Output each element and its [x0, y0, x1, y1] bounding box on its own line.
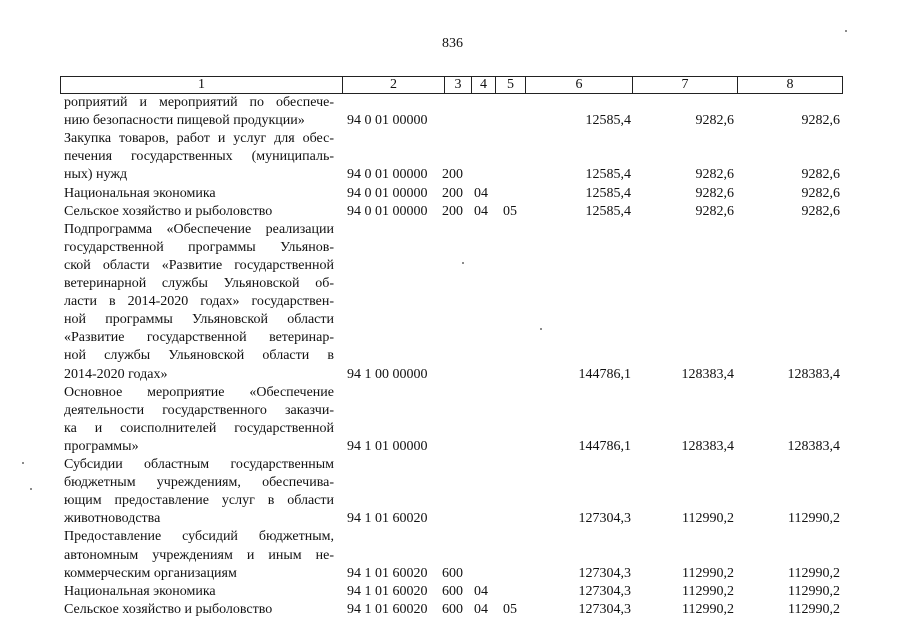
row-value-col7: 112990,2 — [682, 583, 734, 599]
scan-speck — [30, 488, 32, 490]
row-value-col7: 9282,6 — [695, 185, 734, 201]
row-description-line: 2014-2020 годах» — [64, 366, 168, 382]
column-header-5: 5 — [496, 77, 526, 93]
row-description-line: Предоставление субсидий бюджетным, — [64, 529, 334, 545]
row-description-line: ка и соисполнителей государственной — [64, 420, 334, 436]
row-value-col8: 128383,4 — [787, 366, 840, 382]
row-code: 94 1 01 60020 — [347, 601, 428, 617]
row-code: 94 1 01 60020 — [347, 511, 428, 527]
column-header-7: 7 — [633, 77, 738, 93]
row-value-col7: 112990,2 — [682, 565, 734, 581]
row-value-col7: 112990,2 — [682, 601, 734, 617]
row-rz: 04 — [474, 601, 488, 617]
row-value-col8: 112990,2 — [788, 511, 840, 527]
row-description-line: Сельское хозяйство и рыболовство — [64, 601, 273, 617]
row-rz: 04 — [474, 185, 488, 201]
column-header-3: 3 — [445, 77, 472, 93]
row-description-line: ветеринарной службы Ульяновской об- — [64, 276, 334, 291]
scan-speck — [22, 462, 24, 464]
scan-speck — [540, 328, 542, 330]
row-value-col6: 127304,3 — [578, 583, 631, 599]
row-code: 94 0 01 00000 — [347, 185, 428, 201]
row-value-col6: 12585,4 — [585, 113, 631, 129]
row-description-line: ской области «Развитие государственной — [64, 257, 334, 273]
row-description-line: ющим предоставление услуг в области — [64, 493, 334, 509]
column-header-2: 2 — [343, 77, 445, 93]
row-code: 94 1 01 00000 — [347, 438, 428, 454]
row-value-col8: 112990,2 — [788, 565, 840, 581]
row-description-line: Основное мероприятие «Обеспечение — [64, 384, 334, 400]
row-value-col8: 112990,2 — [788, 583, 840, 599]
row-value-col6: 12585,4 — [585, 167, 631, 183]
row-vr: 200 — [442, 167, 463, 183]
row-value-col7: 9282,6 — [695, 167, 734, 183]
row-value-col7: 112990,2 — [682, 511, 734, 527]
column-header-8: 8 — [786, 77, 794, 92]
row-code: 94 0 01 00000 — [347, 167, 428, 183]
scan-speck — [845, 30, 847, 32]
row-code: 94 1 01 60020 — [347, 583, 428, 599]
row-value-col8: 112990,2 — [788, 601, 840, 617]
row-vr: 600 — [442, 565, 463, 581]
row-code: 94 0 01 00000 — [347, 203, 428, 219]
row-description-line: животноводства — [64, 511, 161, 527]
column-header-4: 4 — [472, 77, 496, 93]
row-description-line: Закупка товаров, работ и услуг для обес- — [64, 131, 334, 147]
row-description-line: деятельности государственного заказчи- — [64, 402, 334, 418]
row-value-col7: 9282,6 — [695, 113, 734, 129]
row-value-col6: 144786,1 — [578, 366, 631, 382]
row-rz: 04 — [474, 583, 488, 599]
row-value-col6: 144786,1 — [578, 438, 631, 454]
row-description-line: коммерческим организациям — [64, 565, 237, 581]
row-pr: 05 — [503, 601, 517, 617]
row-description-line: Субсидии областным государственным — [64, 457, 334, 472]
row-vr: 200 — [442, 185, 463, 201]
row-code: 94 1 00 00000 — [347, 366, 428, 382]
row-description-line: бюджетным учреждениям, обеспечива- — [64, 475, 334, 491]
row-description-line: Подпрограмма «Обеспечение реализации — [64, 221, 334, 237]
row-rz: 04 — [474, 203, 488, 219]
row-value-col7: 128383,4 — [681, 438, 734, 454]
row-value-col8: 9282,6 — [801, 203, 840, 219]
row-description-line: «Развитие государственной ветеринар- — [64, 330, 334, 346]
row-vr: 200 — [442, 203, 463, 219]
column-header-6: 6 — [526, 77, 633, 93]
row-pr: 05 — [503, 203, 517, 219]
row-description-line: ной программы Ульяновской области — [64, 312, 334, 328]
row-value-col8: 9282,6 — [801, 167, 840, 183]
column-header-1: 1 — [61, 77, 343, 93]
row-description-line: ных) нужд — [64, 167, 128, 183]
row-value-col6: 12585,4 — [585, 203, 631, 219]
row-description-line: роприятий и мероприятий по обеспече- — [64, 95, 334, 110]
row-value-col6: 12585,4 — [585, 185, 631, 201]
row-value-col6: 127304,3 — [578, 565, 631, 581]
row-description-line: Национальная экономика — [64, 185, 216, 201]
row-value-col8: 9282,6 — [801, 185, 840, 201]
row-description-line: ной службы Ульяновской области в — [64, 348, 334, 364]
row-description-line: государственной программы Ульянов- — [64, 239, 334, 255]
row-code: 94 1 01 60020 — [347, 565, 428, 581]
row-value-col6: 127304,3 — [578, 601, 631, 617]
row-description-line: автономным учреждениям и иным не- — [64, 547, 334, 563]
row-description-line: ласти в 2014-2020 годах» государствен- — [64, 294, 334, 310]
row-code: 94 0 01 00000 — [347, 113, 428, 129]
row-vr: 600 — [442, 601, 463, 617]
row-vr: 600 — [442, 583, 463, 599]
table-header — [60, 76, 843, 94]
row-value-col8: 128383,4 — [787, 438, 840, 454]
row-description-line: нию безопасности пищевой продукции» — [64, 113, 305, 129]
scan-speck — [462, 262, 464, 264]
row-value-col7: 9282,6 — [695, 203, 734, 219]
page-number: 836 — [442, 36, 463, 51]
row-value-col7: 128383,4 — [681, 366, 734, 382]
row-description-line: программы» — [64, 438, 139, 454]
row-value-col6: 127304,3 — [578, 511, 631, 527]
row-description-line: печения государственных (муниципаль- — [64, 149, 334, 165]
row-description-line: Национальная экономика — [64, 583, 216, 599]
row-description-line: Сельское хозяйство и рыболовство — [64, 203, 273, 219]
row-value-col8: 9282,6 — [801, 113, 840, 129]
